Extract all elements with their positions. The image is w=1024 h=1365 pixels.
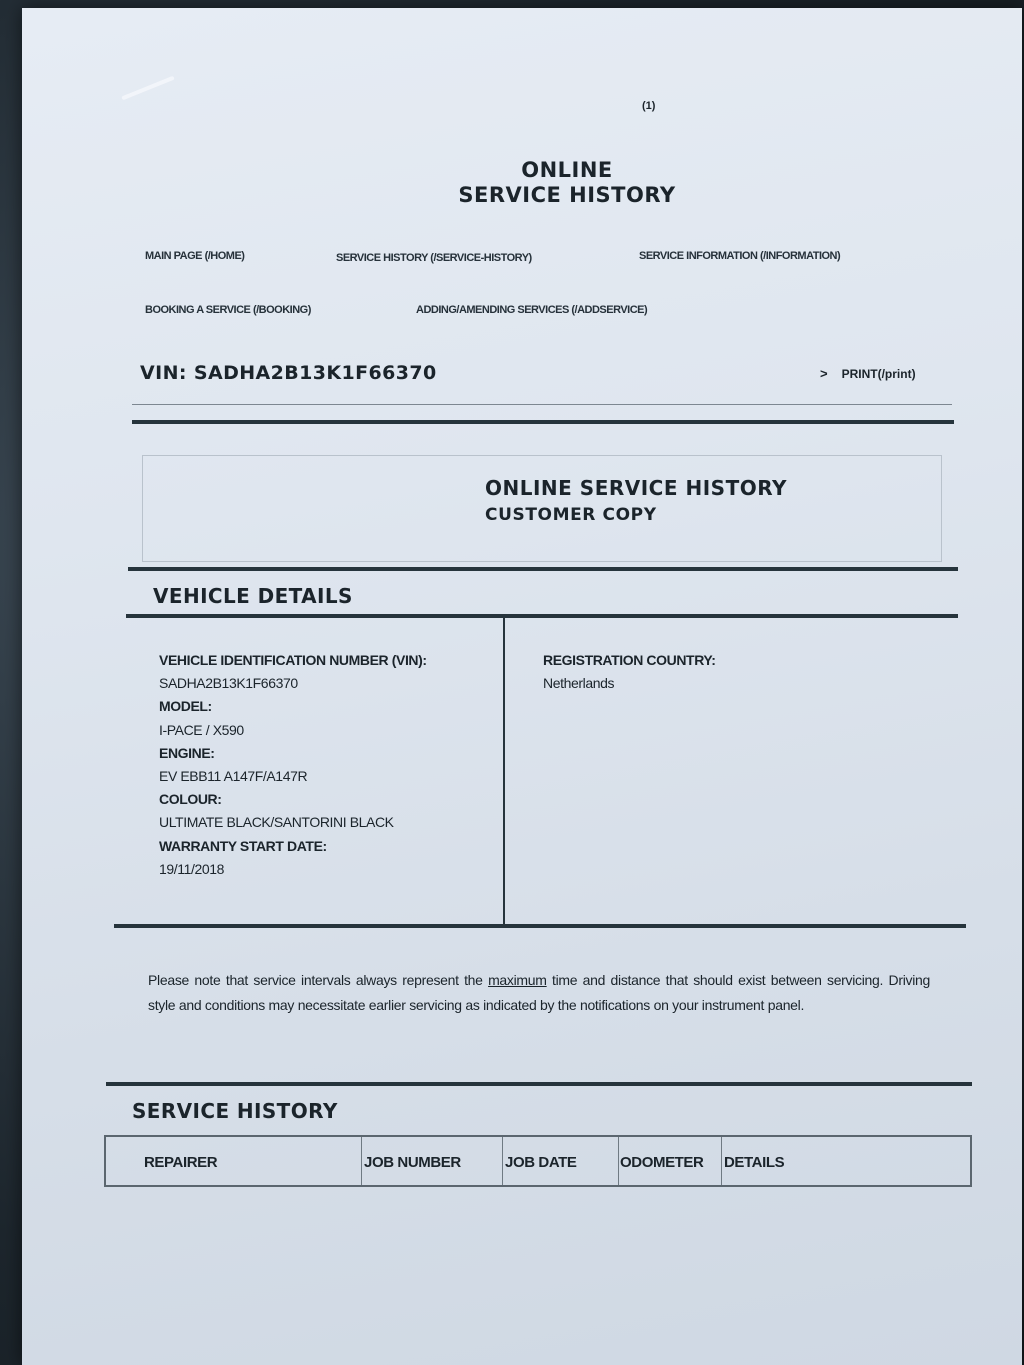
- warranty-label: WARRANTY START DATE:: [159, 837, 327, 854]
- vehicle-details-left: [159, 649, 427, 881]
- chevron-right-icon: >: [820, 366, 828, 381]
- vehicle-details-right: [543, 649, 716, 695]
- nav-service-information[interactable]: SERVICE INFORMATION (/INFORMATION): [639, 250, 841, 262]
- model-value: I-PACE / X590: [159, 721, 244, 738]
- page-title-line1: ONLINE: [521, 158, 613, 182]
- col-header-repairer: REPAIRER: [144, 1154, 218, 1171]
- col-header-details: DETAILS: [724, 1154, 785, 1171]
- reg-country-label: REGISTRATION COUNTRY:: [543, 652, 716, 668]
- divider: [114, 924, 966, 928]
- divider: [128, 567, 958, 571]
- engine-label: ENGINE:: [159, 744, 215, 761]
- print-link[interactable]: [820, 366, 916, 381]
- vin-header-label: VIN:: [140, 362, 187, 384]
- column-separator: [502, 1137, 503, 1185]
- vin-value: SADHA2B13K1F66370: [159, 675, 298, 692]
- nav-adding-amending[interactable]: ADDING/AMENDING SERVICES (/ADDSERVICE): [416, 304, 648, 316]
- col-header-job-number: JOB NUMBER: [364, 1154, 461, 1171]
- vin-header: [140, 362, 437, 384]
- copy-title: ONLINE SERVICE HISTORY: [485, 476, 787, 500]
- divider: [126, 614, 958, 618]
- copy-subtitle: CUSTOMER COPY: [485, 505, 657, 525]
- column-separator: [361, 1137, 362, 1185]
- engine-value: EV EBB11 A147F/A147R: [159, 768, 308, 785]
- column-separator: [618, 1137, 619, 1185]
- page-title-line2: SERVICE HISTORY: [458, 183, 676, 207]
- warranty-value: 19/11/2018: [159, 860, 225, 877]
- col-header-odometer: ODOMETER: [620, 1154, 704, 1171]
- service-interval-notice: [148, 968, 930, 1017]
- vin-header-value: SADHA2B13K1F66370: [193, 362, 437, 384]
- vehicle-details-heading: VEHICLE DETAILS: [153, 584, 353, 608]
- vin-label: VEHICLE IDENTIFICATION NUMBER (VIN):: [159, 652, 427, 668]
- page-title: [417, 158, 717, 208]
- notice-text-start: Please note that service intervals always represent the: [148, 972, 489, 988]
- print-path: (/print): [877, 367, 916, 381]
- divider: [132, 404, 952, 405]
- service-history-table: [104, 1135, 972, 1187]
- notice-emphasis: maximum: [488, 972, 547, 988]
- col-header-job-date: JOB DATE: [505, 1154, 577, 1171]
- column-separator: [721, 1137, 722, 1185]
- divider: [106, 1082, 972, 1086]
- nav-booking[interactable]: BOOKING A SERVICE (/BOOKING): [145, 304, 311, 316]
- column-divider: [503, 614, 505, 924]
- reg-country-value: Netherlands: [543, 675, 615, 692]
- notice-text-end: time and distance that should exist between servicing. Driving style and conditions may necessitate earlier servicing as indicated by the notifications on your instrument panel.: [148, 972, 930, 1013]
- page-marker: (1): [642, 100, 656, 112]
- service-history-heading: SERVICE HISTORY: [132, 1099, 338, 1123]
- nav-main-page[interactable]: MAIN PAGE (/HOME): [145, 250, 245, 262]
- printed-page: [22, 8, 1022, 1365]
- colour-label: COLOUR:: [159, 791, 222, 808]
- model-label: MODEL:: [159, 698, 212, 715]
- nav-service-history[interactable]: SERVICE HISTORY (/SERVICE-HISTORY): [336, 252, 532, 264]
- pen-mark: [121, 76, 174, 101]
- divider: [132, 420, 954, 424]
- colour-value: ULTIMATE BLACK/SANTORINI BLACK: [159, 814, 394, 831]
- print-label: PRINT: [841, 367, 878, 381]
